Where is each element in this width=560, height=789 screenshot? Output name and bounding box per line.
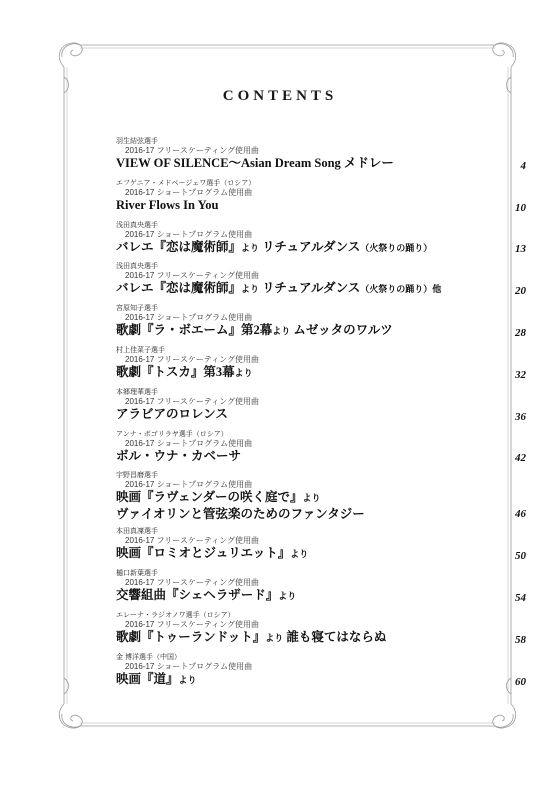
song-title: [116, 672, 526, 688]
skater-name: 本郷理華選手: [116, 388, 158, 396]
page-number: 42: [515, 452, 526, 465]
song-title-line2: ヴァイオリンと管弦楽のためのファンタジー: [116, 507, 365, 522]
program-label: 2016-17 ショートプログラム使用曲: [125, 187, 253, 197]
skater-name: 羽生結弦選手: [116, 138, 158, 145]
song-main: 映画『道』: [116, 671, 179, 686]
song-main: 映画『ロミオとジュリエット』: [116, 546, 291, 561]
list-item: [116, 138, 526, 180]
song-suffix: より: [241, 242, 260, 253]
skater-name: 本田真凜選手: [116, 528, 158, 536]
song-main: 映画『ラヴェンダーの咲く庭で』: [116, 490, 303, 505]
song-title: [116, 490, 526, 506]
skater-name: アンナ・ポゴリラヤ選手（ロシア）: [116, 430, 228, 438]
list-item: [116, 347, 526, 389]
page-number: 36: [515, 410, 526, 423]
list-item: [116, 528, 526, 570]
page-number: 10: [515, 201, 526, 214]
song-title: [116, 630, 526, 646]
song-part: 誰も寝てはならぬ: [283, 629, 387, 644]
program-label: 2016-17 フリースケーティング使用曲: [125, 536, 260, 546]
song-part: ムゼッタのワルツ: [290, 323, 393, 338]
skater-name: 宮原知子選手: [116, 305, 158, 313]
song-main: ボル・ウナ・カベーサ: [116, 448, 242, 463]
song-suffix: より: [290, 549, 309, 560]
program-label: 2016-17 フリースケーティング使用曲: [125, 578, 260, 588]
song-main: 歌劇『トゥーランドット』: [116, 629, 266, 644]
song-main: 歌劇『トスカ』第3幕: [116, 364, 235, 379]
song-suffix: より: [234, 367, 253, 378]
page-number: 20: [515, 285, 526, 298]
song-title: [116, 588, 526, 604]
song-main: River Flows In You: [116, 197, 219, 212]
skater-name: エレーナ・ラジオノワ選手（ロシア）: [116, 611, 235, 619]
skater-name: エフゲニア・メドベージェワ選手（ロシア）: [116, 179, 256, 187]
list-item: [116, 222, 526, 264]
skater-name: 浅田真央選手: [116, 221, 158, 229]
program-label: 2016-17 ショートプログラム使用曲: [125, 313, 253, 323]
page-number: 60: [515, 675, 526, 688]
song-suffix: より: [178, 674, 197, 685]
list-item: [116, 389, 526, 431]
list-item: [116, 472, 526, 528]
list-item: [116, 305, 526, 347]
page-number: 54: [515, 591, 526, 604]
song-title: [116, 365, 526, 381]
program-label: 2016-17 フリースケーティング使用曲: [125, 619, 260, 629]
song-title: [116, 156, 526, 171]
page-number: 13: [515, 243, 526, 256]
song-suffix: より: [241, 284, 260, 295]
page-number: 28: [515, 326, 526, 339]
page-number: 32: [515, 368, 526, 381]
list-item: [116, 654, 526, 696]
contents-list: [116, 138, 526, 696]
song-main: バレエ『恋は魔術師』: [116, 239, 242, 254]
list-item: [116, 612, 526, 654]
program-label: 2016-17 フリースケーティング使用曲: [125, 271, 260, 281]
page-number: 4: [520, 159, 526, 172]
song-main: 歌劇『ラ・ボエーム』第2幕: [116, 323, 273, 338]
program-label: 2016-17 ショートプログラム使用曲: [125, 480, 253, 490]
song-title: [116, 198, 526, 213]
program-label: 2016-17 フリースケーティング使用曲: [125, 354, 260, 364]
skater-name: 村上佳菜子選手: [116, 346, 165, 354]
program-label: 2016-17 ショートプログラム使用曲: [125, 229, 253, 239]
list-item: [116, 570, 526, 612]
song-title: [116, 240, 526, 256]
song-title: [116, 546, 526, 562]
list-item: [116, 431, 526, 473]
program-label: 2016-17 フリースケーティング使用曲: [125, 146, 260, 155]
song-main: バレエ『恋は魔術師』: [116, 281, 242, 296]
page-number: 58: [515, 633, 526, 646]
song-main: 交響組曲『シェヘラザード』: [116, 588, 279, 603]
page-number: 46: [515, 508, 526, 521]
song-note: （火祭りの踊り）他: [360, 284, 442, 295]
song-part: リチュアルダンス: [259, 281, 361, 296]
skater-name: 金 博洋選手（中国）: [116, 653, 181, 661]
program-label: 2016-17 ショートプログラム使用曲: [125, 438, 253, 448]
skater-name: 樋口新葉選手: [116, 570, 158, 578]
song-suffix: より: [265, 632, 284, 643]
program-label: 2016-17 フリースケーティング使用曲: [125, 396, 260, 406]
skater-name: 浅田真央選手: [116, 263, 158, 271]
page-number: 50: [515, 550, 526, 563]
song-title: [116, 449, 526, 464]
page-title: CONTENTS: [222, 88, 338, 104]
skater-name: 宇野昌磨選手: [116, 472, 158, 480]
song-part: リチュアルダンス: [259, 239, 361, 254]
song-main: VIEW OF SILENCE～Asian Dream Song メドレー: [116, 156, 394, 170]
song-suffix: より: [272, 326, 291, 337]
song-suffix: より: [302, 493, 321, 504]
song-title: [116, 323, 526, 339]
song-suffix: より: [278, 591, 297, 602]
list-item: [116, 180, 526, 222]
song-title: [116, 281, 526, 297]
song-title: [116, 407, 526, 422]
song-main: アラビアのロレンス: [116, 406, 228, 421]
list-item: [116, 263, 526, 305]
program-label: 2016-17 ショートプログラム使用曲: [125, 661, 253, 671]
song-note: （火祭りの踊り）: [360, 242, 433, 253]
